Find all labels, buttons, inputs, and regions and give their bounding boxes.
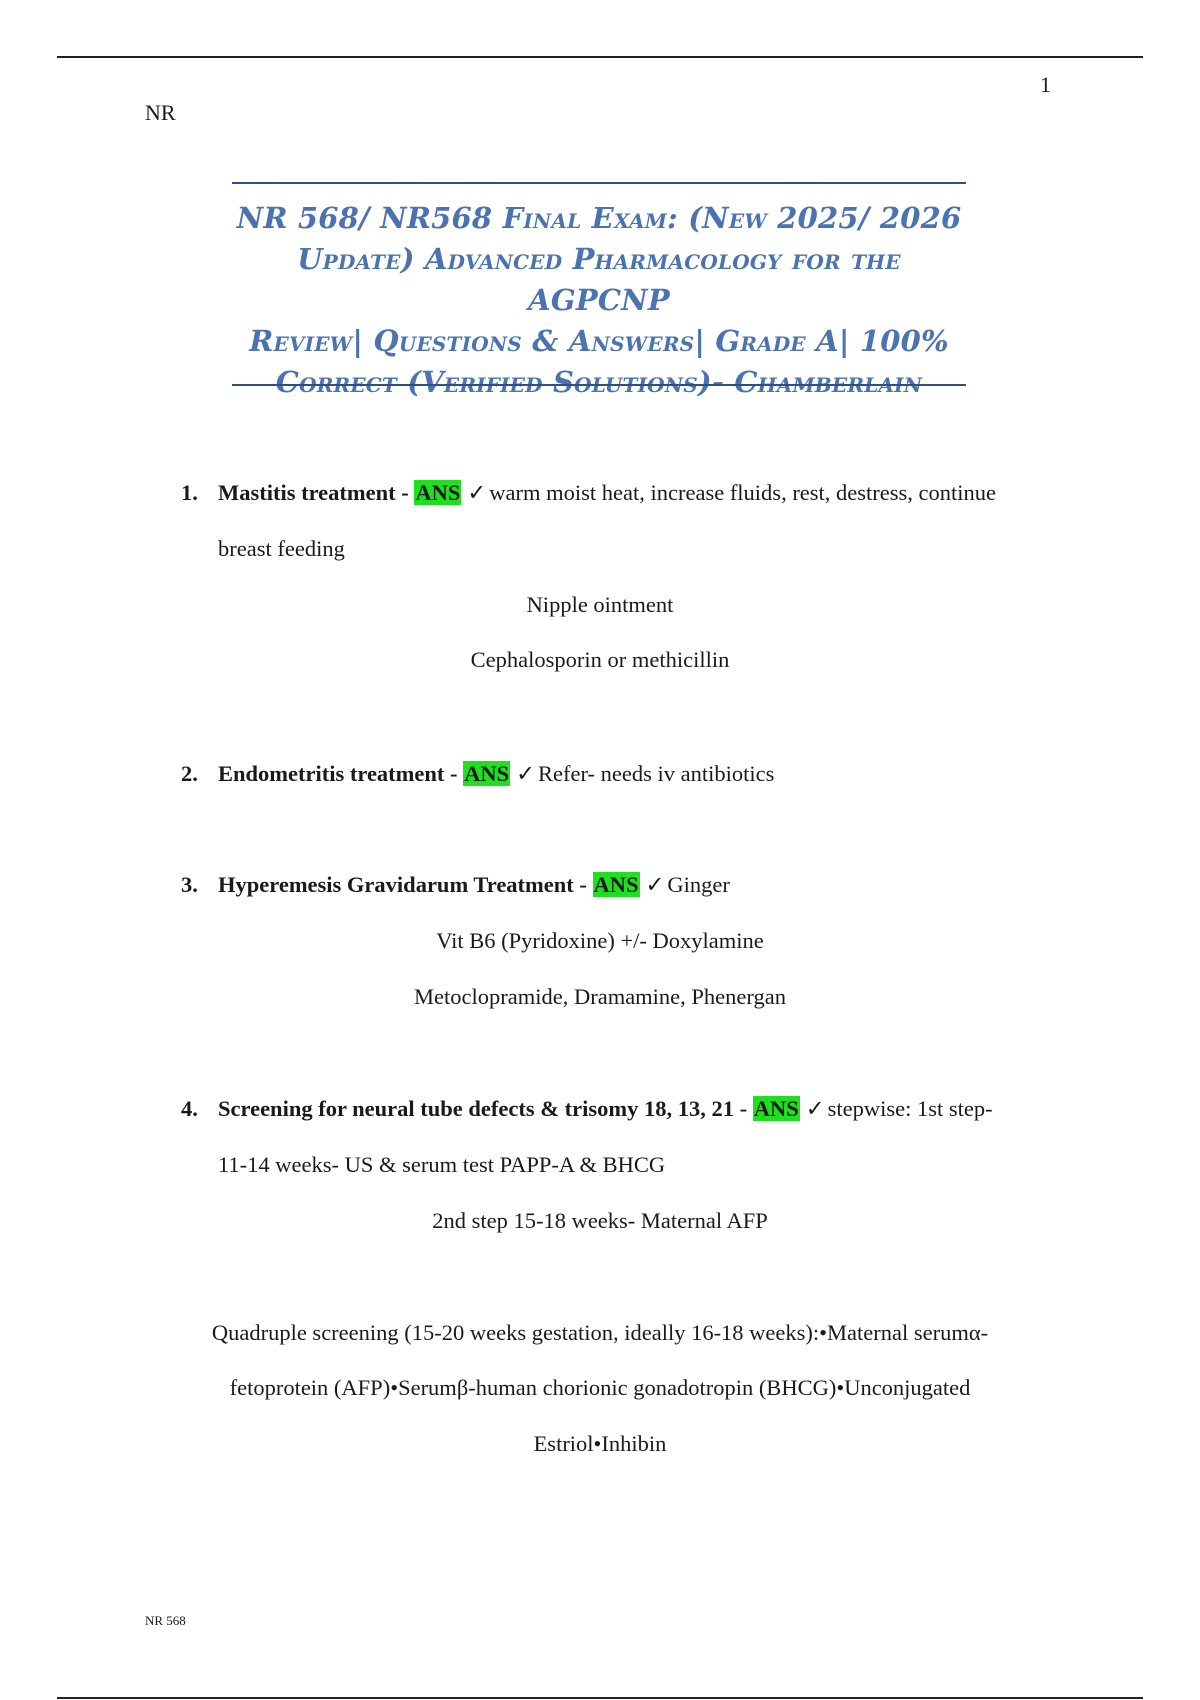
quadruple-line-2: fetoprotein (AFP)•Serumβ-human chorionic gonadotropin (BHCG)•Unconjugated (229, 1375, 971, 1400)
question-text: Endometritis treatment - (218, 761, 464, 786)
quadruple-line-1: Quadruple screening (15-20 weeks gestation, ideally 16-18 weeks):•Maternal serumα- (211, 1320, 989, 1345)
question-number: 2. (181, 761, 198, 786)
answer-tag: ANS (593, 872, 639, 897)
question-text: Hyperemesis Gravidarum Treatment - (218, 872, 593, 897)
check-icon: ✓ (467, 480, 487, 505)
answer-extra: Nipple ointment (526, 592, 674, 617)
page-number: 1 (1040, 72, 1051, 97)
title-line-4: Correct (Verified Solutions)- Chamberlain (275, 365, 923, 399)
question-line (218, 480, 996, 506)
top-rule (57, 56, 1143, 58)
question-line (218, 761, 774, 787)
question-number: 3. (181, 872, 198, 897)
answer-tag: ANS (415, 480, 461, 505)
question-line (218, 872, 730, 898)
answer-extra: 2nd step 15-18 weeks- Maternal AFP (432, 1208, 768, 1233)
question-text: Screening for neural tube defects & trisomy 18, 13, 21 - (218, 1096, 753, 1121)
answer-extra: Vit B6 (Pyridoxine) +/- Doxylamine (436, 928, 764, 953)
answer-text: warm moist heat, increase fluids, rest, destress, continue (489, 480, 997, 505)
answer-extra: Metoclopramide, Dramamine, Phenergan (414, 984, 786, 1009)
answer-text: stepwise: 1st step- (827, 1096, 993, 1121)
answer-text: Refer- needs iv antibiotics (538, 761, 775, 786)
check-icon: ✓ (805, 1096, 825, 1121)
question-number: 4. (181, 1096, 198, 1121)
title-line-1: NR 568/ NR568 Final Exam: (New 2025/ 2026 (236, 201, 962, 235)
question-line (218, 1096, 993, 1122)
running-footer: NR 568 (145, 1613, 186, 1628)
bottom-rule (57, 1697, 1143, 1699)
answer-text: Ginger (667, 872, 730, 897)
question-number: 1. (181, 480, 198, 505)
answer-continuation: 11-14 weeks- US & serum test PAPP-A & BHCG (218, 1152, 666, 1177)
title-line-3: Review| Questions & Answers| Grade A| 100% (249, 324, 949, 358)
running-header: NR (145, 100, 176, 125)
title-rule-top (232, 182, 966, 184)
answer-continuation: breast feeding (218, 536, 345, 561)
question-text: Mastitis treatment - (218, 480, 415, 505)
check-icon: ✓ (516, 761, 536, 786)
title-rule-bottom (232, 384, 966, 386)
answer-tag: ANS (753, 1096, 799, 1121)
check-icon: ✓ (645, 872, 665, 897)
quadruple-line-3: Estriol•Inhibin (533, 1431, 667, 1456)
title-line-2: Update) Advanced Pharmacology for the AGPCNP (297, 242, 901, 317)
answer-tag: ANS (464, 761, 510, 786)
document-title (232, 198, 966, 403)
answer-extra: Cephalosporin or methicillin (470, 647, 730, 672)
